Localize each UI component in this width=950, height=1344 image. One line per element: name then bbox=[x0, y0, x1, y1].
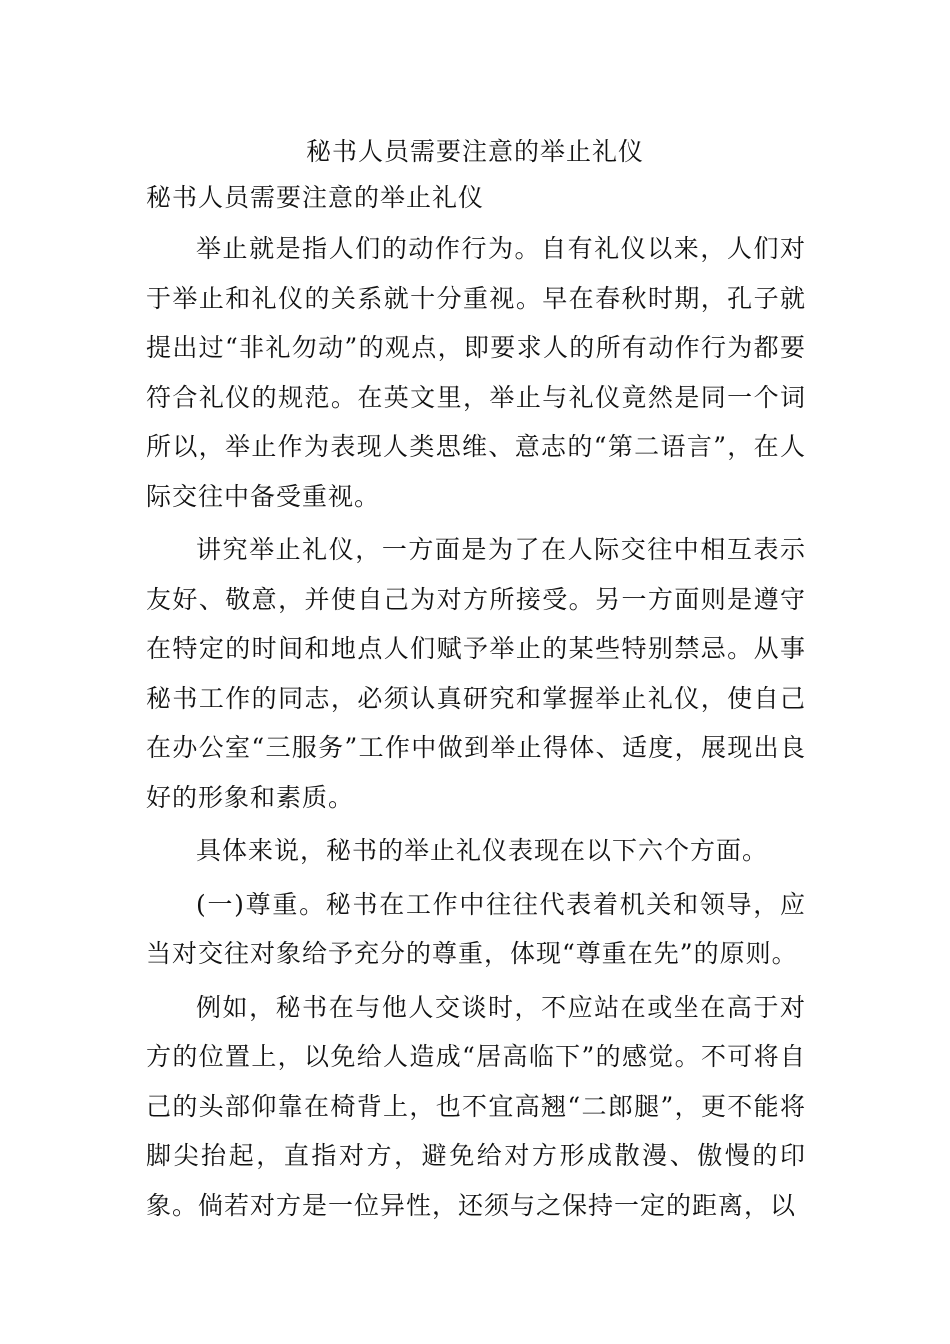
paragraph-intro: 举止就是指人们的动作行为。自有礼仪以来，人们对于举止和礼仪的关系就十分重视。早在春秋时期，孔子就提出过“非礼勿动”的观点，即要求人的所有动作行为都要符合礼仪的规范。在英文里，举止与礼仪竟然是同一个词所以，举止作为表现人类思维、意志的“第二语言”，在人际交往中备受重视。 bbox=[146, 234, 806, 511]
document-subtitle: 秘书人员需要注意的举止礼仪 bbox=[146, 183, 485, 212]
document-body bbox=[146, 180, 806, 1234]
paragraph-six-aspects: 具体来说，秘书的举止礼仪表现在以下六个方面。 bbox=[196, 836, 769, 865]
paragraph-example: 例如，秘书在与他人交谈时，不应站在或坐在高于对方的位置上，以免给人造成“居高临下”的感觉。不可将自己的头部仰靠在椅背上，也不宜高翘“二郎腿”，更不能将脚尖抬起，直指对方，避免给对方形成散漫、傲慢的印象。倘若对方是一位异性，还须与之保持一定的距离，以 bbox=[146, 992, 806, 1220]
paragraph-respect: (一)尊重。秘书在工作中往往代表着机关和领导，应当对交往对象给予充分的尊重，体现“尊重在先”的原则。 bbox=[146, 889, 806, 968]
paragraph-purpose: 讲究举止礼仪，一方面是为了在人际交往中相互表示友好、敬意，并使自己为对方所接受。另一方面则是遵守在特定的时间和地点人们赋予举止的某些特别禁忌。从事秘书工作的同志，必须认真研究和掌握举止礼仪，使自己在办公室“三服务”工作中做到举止得体、适度，展现出良好的形象和素质。 bbox=[146, 535, 806, 812]
document-title: 秘书人员需要注意的举止礼仪 bbox=[305, 137, 644, 166]
